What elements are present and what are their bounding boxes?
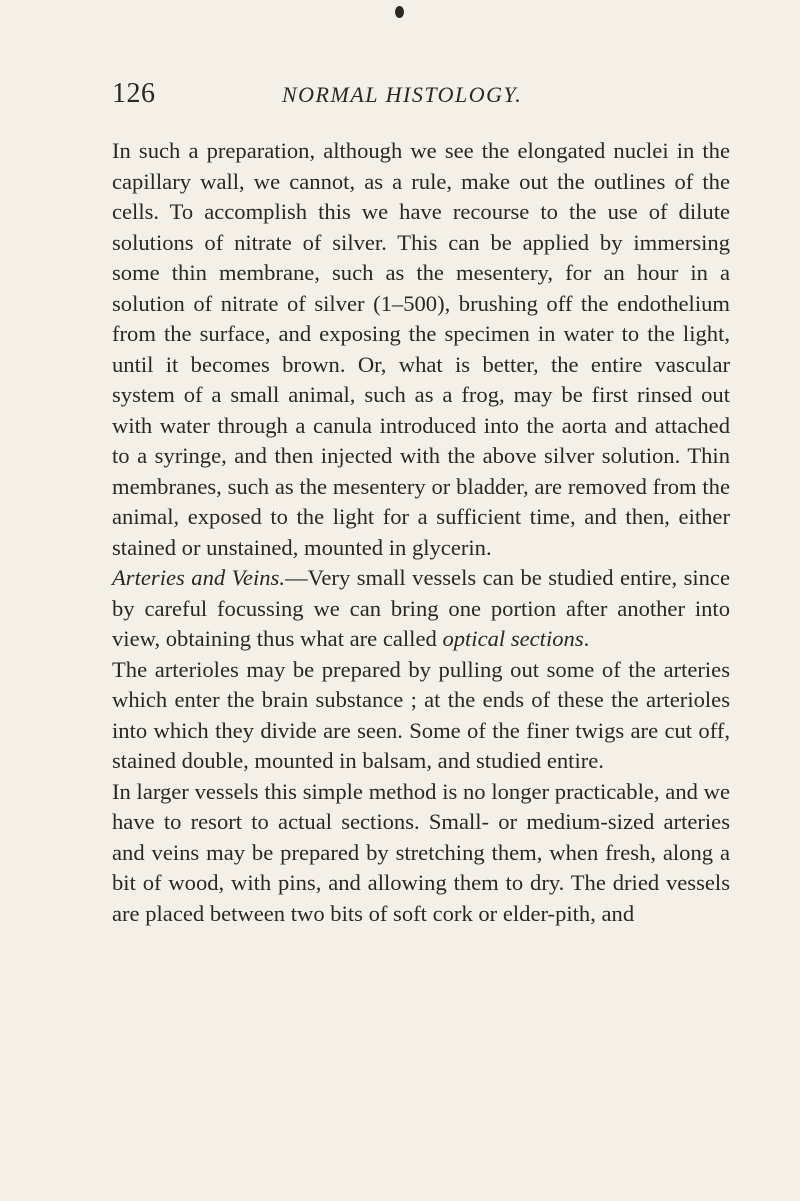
body-text (112, 136, 730, 929)
italic-term: optical sections (442, 626, 584, 651)
page-header (112, 76, 712, 116)
running-title: NORMAL HISTOLOGY. (282, 82, 523, 107)
section-heading: Arteries and Veins. (112, 565, 285, 590)
paragraph-arterioles (112, 655, 730, 777)
page-number: 126 (112, 78, 156, 109)
paragraph-text: —Very small vessels can be studied entire, since by careful focussing we can bring one portion after another into view, obtaining thus what are called (112, 565, 730, 651)
paragraph-text: In larger vessels this simple method is no longer practicable, and we have to resort to actual sections. Small- or medium-sized arteries and veins may be prepared by stretching them, when fresh, along a bit of wood, with pins, and allowing them to dry. The dried vessels are placed between two bits of soft cork or elder-pith, and (112, 778, 730, 926)
paragraph-silver-preparation (112, 136, 730, 563)
paragraph-text: The arterioles may be prepared by pulling out some of the arteries which enter the brain substance ; at the ends of these the arterioles into which they divide are seen. Some of the finer twigs are cut off, stained double, mounted in balsam, and studied entire. (112, 656, 730, 773)
paragraph-arteries-and-veins (112, 563, 730, 655)
paragraph-tail: . (583, 626, 590, 651)
paragraph-larger-vessels (112, 777, 730, 930)
page-mark (395, 6, 404, 18)
paragraph-text: In such a preparation, although we see the elongated nuclei in the capillary wall, we cannot, as a rule, make out the outlines of the cells. To accomplish this we have recourse to the use of dilute solutions of nitrate of silver. This can be applied by immersing some thin membrane, such as the mesentery, for an hour in a solution of nitrate of silver (1–500), brushing off the endothelium from the surface, and exposing the specimen in water to the light, until it becomes brown. Or, what is better, the entire vascular system of a small animal, such as a frog, may be first rinsed out with water through a canula introduced into the aorta and attached to a syringe, and then injected with the above silver solution. Thin membranes, such as the mesentery or bladder, are removed from the animal, exposed to the light for a sufficient time, and then, either stained or unstained, mounted in glycerin. (112, 138, 730, 560)
